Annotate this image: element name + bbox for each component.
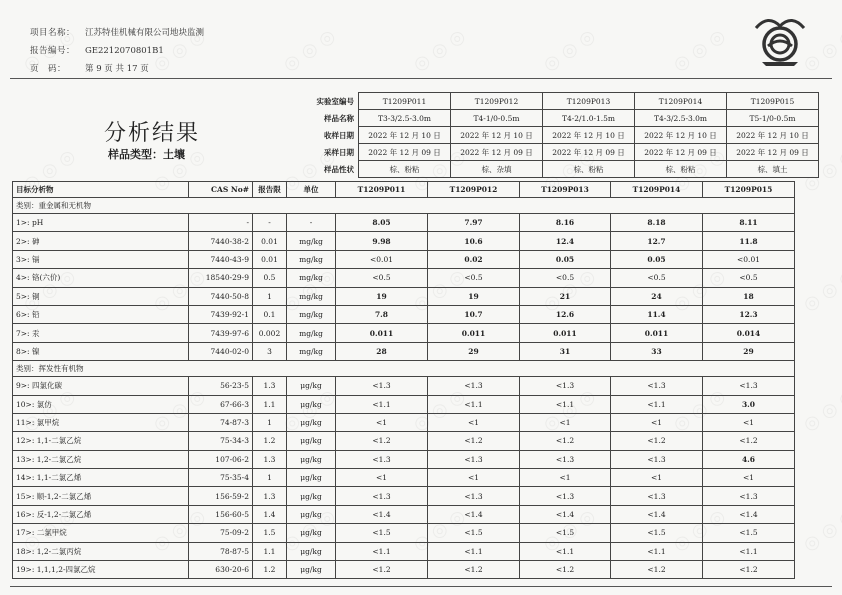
sample-meta-table — [304, 92, 819, 178]
unit: μg/kg — [287, 469, 336, 487]
result-value: <1.5 — [336, 524, 428, 542]
watermark-mark — [799, 505, 842, 556]
result-value: 8.16 — [520, 214, 611, 232]
meta-value: 2022 年 12 月 10 日 — [359, 127, 451, 144]
unit: μg/kg — [287, 450, 336, 468]
result-value: 8.05 — [336, 214, 428, 232]
result-value: <1.3 — [520, 377, 611, 395]
result-value: 7.97 — [428, 214, 520, 232]
result-value: 0.02 — [428, 250, 520, 268]
result-value: <1.3 — [703, 487, 795, 505]
report-no: GE2212070801B1 — [85, 46, 164, 56]
meta-value: 2022 年 12 月 09 日 — [359, 144, 451, 161]
result-value: 0.011 — [428, 324, 520, 342]
meta-value: T4-3/2.5-3.0m — [635, 110, 727, 127]
result-value: <1.3 — [336, 450, 428, 468]
watermark-mark — [669, 25, 729, 76]
result-value: <1.2 — [611, 432, 703, 450]
company-seal-logo-icon — [748, 6, 812, 70]
cas-number: 74-87-3 — [189, 413, 253, 431]
analyte-name: 2>: 砷 — [13, 232, 189, 250]
result-value: <1.2 — [703, 561, 795, 579]
result-value: <1.5 — [611, 524, 703, 542]
report-limit: 1 — [253, 469, 287, 487]
result-value: <1.5 — [428, 524, 520, 542]
report-limit: 0.002 — [253, 324, 287, 342]
cas-number: 18540-29-9 — [189, 269, 253, 287]
result-value: <1.1 — [703, 542, 795, 560]
analyte-name: 7>: 汞 — [13, 324, 189, 342]
report-limit: 0.5 — [253, 269, 287, 287]
result-value: <0.5 — [611, 269, 703, 287]
meta-value: 2022 年 12 月 09 日 — [543, 144, 635, 161]
meta-value: T1209P014 — [635, 93, 727, 110]
table-row — [13, 413, 795, 431]
result-value: <1.3 — [428, 487, 520, 505]
analyte-name: 6>: 铅 — [13, 305, 189, 323]
analyte-name: 15>: 顺-1,2-二氯乙烯 — [13, 487, 189, 505]
sample-type: 样品类型：土壤 — [108, 148, 185, 161]
watermark-mark — [799, 385, 842, 436]
table-row — [13, 524, 795, 542]
unit: μg/kg — [287, 561, 336, 579]
result-value: <1.3 — [336, 377, 428, 395]
result-value: <0.01 — [703, 250, 795, 268]
cas-number: 107-06-2 — [189, 450, 253, 468]
result-value: 21 — [520, 287, 611, 305]
table-row — [13, 432, 795, 450]
table-row — [13, 287, 795, 305]
result-value: <1 — [428, 469, 520, 487]
cas-number: 7440-02-0 — [189, 342, 253, 360]
result-value: 9.98 — [336, 232, 428, 250]
result-value: <1.2 — [611, 561, 703, 579]
result-value: 7.8 — [336, 305, 428, 323]
analyte-name: 14>: 1,1-二氯乙烯 — [13, 469, 189, 487]
result-value: <1.1 — [428, 542, 520, 560]
report-limit: 1.5 — [253, 524, 287, 542]
result-value: <0.5 — [336, 269, 428, 287]
column-header: T1209P015 — [703, 182, 795, 198]
result-value: <0.5 — [520, 269, 611, 287]
report-limit: 1.2 — [253, 432, 287, 450]
result-value: 8.18 — [611, 214, 703, 232]
unit: μg/kg — [287, 432, 336, 450]
result-value: <1.2 — [520, 561, 611, 579]
column-header: T1209P014 — [611, 182, 703, 198]
category-row — [13, 361, 795, 377]
result-value: <1.2 — [428, 432, 520, 450]
result-value: <1.1 — [336, 542, 428, 560]
table-row — [13, 342, 795, 360]
result-value: 31 — [520, 342, 611, 360]
meta-label: 实验室编号 — [316, 96, 354, 106]
meta-value: T5-1/0-0.5m — [727, 110, 819, 127]
analyte-name: 10>: 氯仿 — [13, 395, 189, 413]
meta-row — [304, 127, 819, 144]
analyte-name: 9>: 四氯化碳 — [13, 377, 189, 395]
result-value: 33 — [611, 342, 703, 360]
header-row — [13, 182, 795, 198]
column-header: CAS No# — [189, 182, 253, 198]
project-name-line — [30, 26, 204, 38]
meta-value: 2022 年 12 月 10 日 — [451, 127, 543, 144]
project-name-label: 项目名称： — [30, 28, 76, 38]
meta-label: 收样日期 — [324, 130, 354, 140]
unit: - — [287, 214, 336, 232]
unit: μg/kg — [287, 487, 336, 505]
meta-value: 棕、填土 — [727, 161, 819, 178]
cas-number: 7440-43-9 — [189, 250, 253, 268]
unit: μg/kg — [287, 377, 336, 395]
report-limit: 1.2 — [253, 561, 287, 579]
column-header: 报告限 — [253, 182, 287, 198]
cas-number: 7439-97-6 — [189, 324, 253, 342]
result-value: <1.3 — [611, 487, 703, 505]
unit: μg/kg — [287, 542, 336, 560]
report-no-line — [30, 44, 164, 56]
report-limit: 3 — [253, 342, 287, 360]
project-name: 江苏特佳机械有限公司地块监测 — [85, 28, 205, 38]
result-value: <1 — [520, 469, 611, 487]
cas-number: 56-23-5 — [189, 377, 253, 395]
footer-divider — [10, 586, 832, 587]
results-table — [12, 181, 795, 579]
analyte-name: 12>: 1,1-二氯乙烷 — [13, 432, 189, 450]
meta-row — [304, 144, 819, 161]
unit: mg/kg — [287, 342, 336, 360]
column-header: 单位 — [287, 182, 336, 198]
result-value: 11.4 — [611, 305, 703, 323]
table-row — [13, 561, 795, 579]
header-divider — [10, 78, 832, 79]
page-label: 页 码： — [30, 64, 67, 74]
result-value: 11.8 — [703, 232, 795, 250]
result-value: <1.1 — [428, 395, 520, 413]
result-value: 8.11 — [703, 214, 795, 232]
report-limit: 0.1 — [253, 305, 287, 323]
result-value: 19 — [428, 287, 520, 305]
analyte-name: 13>: 1,2-二氯乙烷 — [13, 450, 189, 468]
result-value: 0.05 — [520, 250, 611, 268]
result-value: <1.3 — [428, 377, 520, 395]
watermark-mark — [279, 25, 339, 76]
result-value: <1 — [336, 469, 428, 487]
result-value: <0.01 — [336, 250, 428, 268]
meta-value: 棕、粉粘 — [635, 161, 727, 178]
report-limit: 1.1 — [253, 395, 287, 413]
result-value: <1.3 — [336, 487, 428, 505]
meta-value: T1209P013 — [543, 93, 635, 110]
result-value: <1 — [703, 469, 795, 487]
result-value: 0.05 — [611, 250, 703, 268]
meta-row — [304, 110, 819, 127]
analyte-name: 11>: 氯甲烷 — [13, 413, 189, 431]
table-row — [13, 250, 795, 268]
analyte-name: 18>: 1,2-二氯丙烷 — [13, 542, 189, 560]
meta-value: 2022 年 12 月 10 日 — [635, 127, 727, 144]
meta-label: 样品性状 — [324, 164, 354, 174]
meta-value: 2022 年 12 月 10 日 — [727, 127, 819, 144]
result-value: 10.7 — [428, 305, 520, 323]
meta-value: 2022 年 12 月 09 日 — [451, 144, 543, 161]
table-row — [13, 395, 795, 413]
report-no-label: 报告编号： — [30, 46, 76, 56]
result-value: 18 — [703, 287, 795, 305]
table-row — [13, 505, 795, 523]
meta-value: 棕、粉粘 — [359, 161, 451, 178]
result-value: 10.6 — [428, 232, 520, 250]
result-value: <1.3 — [428, 450, 520, 468]
result-value: <1.3 — [611, 450, 703, 468]
page-text: 第 9 页 共 17 页 — [85, 64, 149, 74]
analyte-name: 16>: 反-1,2-二氯乙烯 — [13, 505, 189, 523]
unit: mg/kg — [287, 324, 336, 342]
table-row — [13, 269, 795, 287]
result-value: 12.4 — [520, 232, 611, 250]
result-value: <0.5 — [428, 269, 520, 287]
cas-number: 156-60-5 — [189, 505, 253, 523]
meta-row — [304, 161, 819, 178]
meta-label: 采样日期 — [324, 147, 354, 157]
result-value: <1.3 — [520, 450, 611, 468]
result-value: <1.2 — [336, 432, 428, 450]
table-row — [13, 487, 795, 505]
result-value: 0.011 — [336, 324, 428, 342]
table-row — [13, 232, 795, 250]
cas-number: 75-09-2 — [189, 524, 253, 542]
result-value: 0.011 — [611, 324, 703, 342]
report-limit: 1.1 — [253, 542, 287, 560]
category-label: 类别：重金属和无机物 — [13, 198, 795, 214]
result-value: <1.1 — [520, 395, 611, 413]
meta-value: 2022 年 12 月 10 日 — [543, 127, 635, 144]
unit: mg/kg — [287, 232, 336, 250]
result-value: <1.3 — [520, 487, 611, 505]
watermark-mark — [539, 25, 599, 76]
result-value: <1.2 — [336, 561, 428, 579]
analyte-name: 17>: 二氯甲烷 — [13, 524, 189, 542]
result-value: <1.1 — [336, 395, 428, 413]
result-value: 12.3 — [703, 305, 795, 323]
column-header: T1209P013 — [520, 182, 611, 198]
table-row — [13, 324, 795, 342]
unit: mg/kg — [287, 250, 336, 268]
cas-number: 78-87-5 — [189, 542, 253, 560]
result-value: 29 — [703, 342, 795, 360]
meta-value: 棕、粉粘 — [543, 161, 635, 178]
result-value: <1.5 — [703, 524, 795, 542]
result-value: <0.5 — [703, 269, 795, 287]
cas-number: 630-20-6 — [189, 561, 253, 579]
watermark-mark — [409, 25, 469, 76]
result-value: <1 — [336, 413, 428, 431]
result-value: 3.0 — [703, 395, 795, 413]
result-value: 28 — [336, 342, 428, 360]
analyte-name: 3>: 镉 — [13, 250, 189, 268]
table-row — [13, 214, 795, 232]
cas-number: 7440-50-8 — [189, 287, 253, 305]
result-value: <1 — [703, 413, 795, 431]
report-limit: 1.3 — [253, 487, 287, 505]
unit: μg/kg — [287, 505, 336, 523]
unit: mg/kg — [287, 287, 336, 305]
report-limit: 0.01 — [253, 232, 287, 250]
report-limit: 1.3 — [253, 377, 287, 395]
result-value: 24 — [611, 287, 703, 305]
result-value: <1.5 — [520, 524, 611, 542]
result-value: <1.1 — [611, 542, 703, 560]
result-value: <1 — [428, 413, 520, 431]
analyte-name: 5>: 铜 — [13, 287, 189, 305]
unit: mg/kg — [287, 269, 336, 287]
column-header: T1209P012 — [428, 182, 520, 198]
result-value: <1 — [611, 469, 703, 487]
meta-value: 棕、杂填 — [451, 161, 543, 178]
meta-value: 2022 年 12 月 09 日 — [727, 144, 819, 161]
result-value: <1.4 — [703, 505, 795, 523]
analyte-name: 19>: 1,1,1,2-四氯乙烷 — [13, 561, 189, 579]
analyte-name: 8>: 镍 — [13, 342, 189, 360]
result-value: 29 — [428, 342, 520, 360]
result-value: <1.1 — [611, 395, 703, 413]
report-limit: 1 — [253, 413, 287, 431]
cas-number: - — [189, 214, 253, 232]
result-value: <1.4 — [520, 505, 611, 523]
unit: μg/kg — [287, 524, 336, 542]
meta-value: T1209P011 — [359, 93, 451, 110]
unit: μg/kg — [287, 413, 336, 431]
report-limit: 1.3 — [253, 450, 287, 468]
category-row — [13, 198, 795, 214]
table-row — [13, 469, 795, 487]
cas-number: 67-66-3 — [189, 395, 253, 413]
column-header: T1209P011 — [336, 182, 428, 198]
cas-number: 156-59-2 — [189, 487, 253, 505]
report-limit: 1 — [253, 287, 287, 305]
meta-value: T1209P012 — [451, 93, 543, 110]
result-value: <1.1 — [520, 542, 611, 560]
result-value: <1.3 — [703, 377, 795, 395]
page-title: 分析结果 — [104, 121, 201, 146]
result-value: <1.3 — [611, 377, 703, 395]
result-value: <1.2 — [428, 561, 520, 579]
result-value: 19 — [336, 287, 428, 305]
column-header: 目标分析物 — [13, 182, 189, 198]
analyte-name: 4>: 铬(六价) — [13, 269, 189, 287]
cas-number: 7439-92-1 — [189, 305, 253, 323]
category-label: 类别：挥发性有机物 — [13, 361, 795, 377]
cas-number: 75-35-4 — [189, 469, 253, 487]
table-row — [13, 450, 795, 468]
result-value: <1 — [520, 413, 611, 431]
table-row — [13, 305, 795, 323]
meta-value: T1209P015 — [727, 93, 819, 110]
result-value: 4.6 — [703, 450, 795, 468]
meta-row — [304, 93, 819, 110]
result-value: 12.7 — [611, 232, 703, 250]
meta-value: 2022 年 12 月 09 日 — [635, 144, 727, 161]
result-value: <1 — [611, 413, 703, 431]
result-value: <1.4 — [611, 505, 703, 523]
result-value: 0.014 — [703, 324, 795, 342]
meta-label: 样品名称 — [324, 113, 354, 123]
cas-number: 75-34-3 — [189, 432, 253, 450]
result-value: 0.011 — [520, 324, 611, 342]
result-value: <1.4 — [428, 505, 520, 523]
meta-value: T4-2/1.0-1.5m — [543, 110, 635, 127]
meta-value: T4-1/0-0.5m — [451, 110, 543, 127]
unit: mg/kg — [287, 305, 336, 323]
result-value: <1.2 — [703, 432, 795, 450]
watermark-mark — [799, 265, 842, 316]
analyte-name: 1>: pH — [13, 214, 189, 232]
result-value: <1.2 — [520, 432, 611, 450]
cas-number: 7440-38-2 — [189, 232, 253, 250]
report-limit: 1.4 — [253, 505, 287, 523]
table-row — [13, 542, 795, 560]
result-value: <1.4 — [336, 505, 428, 523]
report-limit: - — [253, 214, 287, 232]
page-number-line — [30, 62, 149, 74]
report-limit: 0.01 — [253, 250, 287, 268]
result-value: 12.6 — [520, 305, 611, 323]
meta-value: T3-3/2.5-3.0m — [359, 110, 451, 127]
table-row — [13, 377, 795, 395]
unit: μg/kg — [287, 395, 336, 413]
